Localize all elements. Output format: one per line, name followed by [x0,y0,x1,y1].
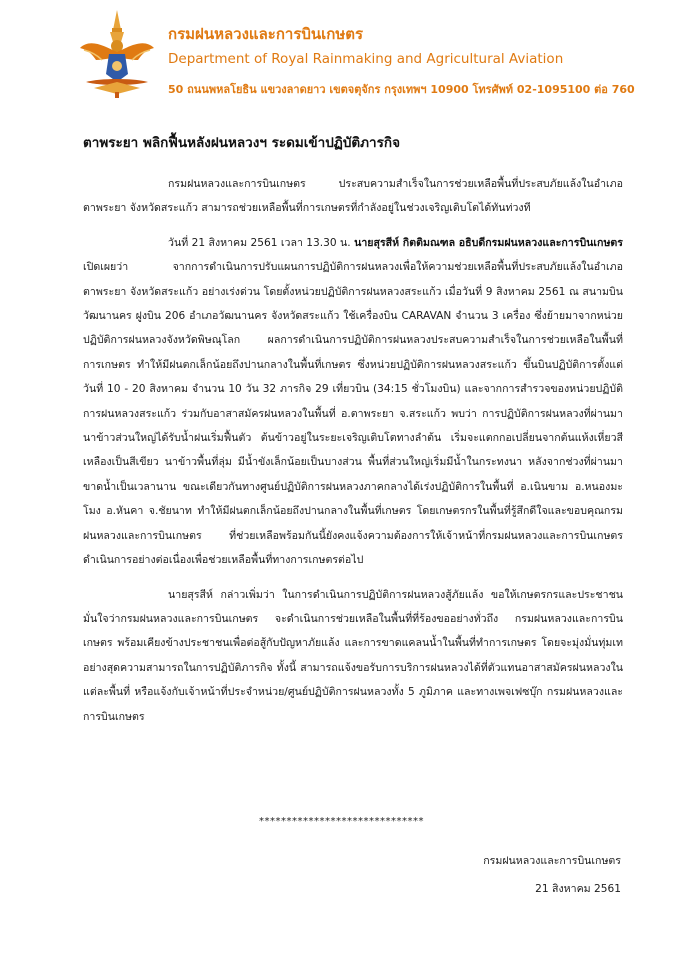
spokesperson-name: นายสุรสีห์ กิตติมณฑล อธิบดีกรมฝนหลวงและการบินเกษตร [354,236,623,249]
closing-paragraph: นายสุรสีห์ กล่าวเพิ่มว่า ในการดำเนินการปฏิบัติการฝนหลวงสู้ภัยแล้ง ขอให้เกษตรกรและประชาชน มั่นใจว่ากรมฝนหลวงและการบินเกษตร จะดำเนินการช่วยเหลือในพื้นที่ที่ร้องขออย่างทั่วถึง กรมฝนหลวงและการบินเกษตร พร้อมเคียงข้างประชาชนเพื่อต่อสู้กับปัญหาภัยแล้ง และการขาดแคลนน้ำในพื้นที่ทำการเกษตร โดยจะมุ่งมั่นทุ่มเทอย่างสุดความสามารถในการปฏิบัติภารกิจ ทั้งนี้ สามารถแจ้งขอรับการบริการฝนหลวงได้ที่ตัวแทนอาสาสมัครฝนหลวงในแต่ละพื้นที่ หรือแจ้งกับเจ้าหน้าที่ประจำหน่วย/ศูนย์ปฏิบัติการฝนหลวงทั้ง 5 ภูมิภาค และทางเพจเฟซบุ๊ก กรมฝนหลวงและการบินเกษตร [83,588,623,723]
org-name-thai: กรมฝนหลวงและการบินเกษตร [168,25,364,43]
org-name-english: Department of Royal Rainmaking and Agricultural Aviation [168,51,564,67]
article-body [83,172,623,739]
signature-organization: กรมฝนหลวงและการบินเกษตร [483,855,621,867]
signature-date: 21 สิงหาคม 2561 [535,883,621,895]
org-address: 50 ถนนพหลโยธิน แขวงลาดยาว เขตจตุจักร กรุงเทพฯ 10900 โทรศัพท์ 02-1095100 ต่อ 760 [168,83,635,96]
report-date: วันที่ 21 สิงหาคม 2561 เวลา 13.30 น. [168,236,351,249]
divider: ****************************** [259,816,424,827]
page-title: ตาพระยา พลิกฟื้นหลังฝนหลวงฯ ระดมเข้าปฏิบัติภารกิจ [83,135,400,151]
letterhead [0,0,683,110]
garuda-emblem-icon [76,8,158,100]
main-paragraph-text: เปิดเผยว่า จากการดำเนินการปรับแผนการปฏิบัติการฝนหลวงเพื่อให้ความช่วยเหลือพื้นที่ประสบภัยแล้งในอำเภอตาพระยา จังหวัดสระแก้ว อย่างเร่งด่วน โดยตั้งหน่วยปฏิบัติการฝนหลวงสระแก้ว เมื่อวันที่ 9 สิงหาคม 2561 ณ สนามบินวัฒนานคร ฝูงบิน 206 อำเภอวัฒนานคร จังหวัดสระแก้ว ใช้เครื่องบิน CARAVAN จำนวน 3 เครื่อง ซึ่งย้ายมาจากหน่วยปฏิบัติการฝนหลวงจังหวัดพิษณุโลก ผลการดำเนินการปฏิบัติการฝนหลวงประสบความสำเร็จในการช่วยเหลือในพื้นที่การเกษตร ทำให้มีฝนตกเล็กน้อยถึงปานกลางในพื้นที่เกษตร ซึ่งหน่วยปฏิบัติการฝนหลวงสระแก้ว ขึ้นบินปฏิบัติการตั้งแต่วันที่ 10 - 20 สิงหาคม จำนวน 10 วัน 32 ภารกิจ 29 เที่ยวบิน (34:15 ชั่วโมงบิน) และจากการสำรวจของหน่วยปฏิบัติการฝนหลวงสระแก้ว ร่วมกับอาสาสมัครฝนหลวงในพื้นที่ อ.ตาพระยา จ.สระแก้ว พบว่า การปฏิบัติการฝนหลวงที่ผ่านมา นาข้าวส่วนใหญ่ได้รับน้ำฝนเริ่มฟื้นตัว ต้นข้าวอยู่ในระยะเจริญเติบโตทางลำต้น เริ่มจะแตกกอเปลี่ยนจากต้นแห้งเหี่ยวสีเหลืองเป็นสีเขียว นาข้าวพื้นที่ลุ่ม มีน้ำขังเล็กน้อยเป็นบางส่วน พื้นที่ส่วนใหญ่เริ่มมีน้ำในกระทงนา หลังจากช่วงที่ผ่านมาขาดน้ำเป็นเวลานาน ขณะเดียวกันทางศูนย์ปฏิบัติการฝนหลวงภาคกลางได้เร่งปฏิบัติการในพื้นที่ อ.เนินขาม อ.หนองมะโมง อ.หันคา จ.ชัยนาท ทำให้มีฝนตกเล็กน้อยถึงปานกลางในพื้นที่เกษตร โดยเกษตรกรในพื้นที่รู้สึกดีใจและขอบคุณกรมฝนหลวงและการบินเกษตร ที่ช่วยเหลือพร้อมกันนี้ยังคงแจ้งความต้องการให้เจ้าหน้าที่กรมฝนหลวงและการบินเกษตรดำเนินการอย่างต่อเนื่องเพื่อช่วยเหลือพื้นที่ทางการเกษตรต่อไป [83,261,623,567]
lead-paragraph: กรมฝนหลวงและการบินเกษตร ประสบความสำเร็จในการช่วยเหลือพื้นที่ประสบภัยแล้งในอำเภอตาพระยา จังหวัดสระแก้ว สามารถช่วยเหลือพื้นที่การเกษตรที่กำลังอยู่ในช่วงเจริญเติบโตได้ทันท่วงที [83,178,623,215]
main-paragraph [83,231,623,573]
